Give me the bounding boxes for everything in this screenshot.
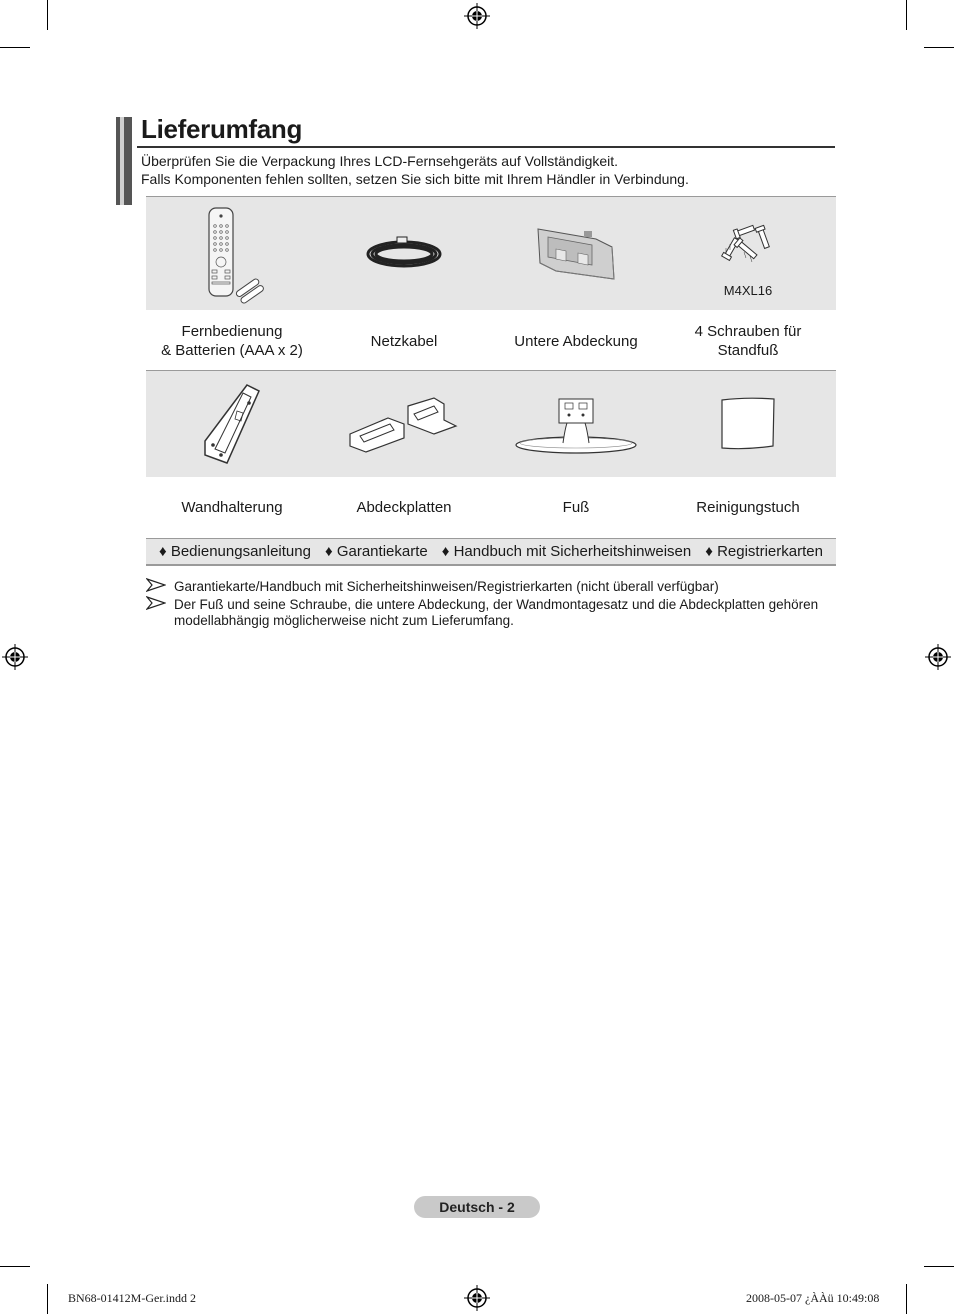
cleaning-cloth-icon xyxy=(662,378,834,470)
item-label-screws: 4 Schrauben für Standfuß xyxy=(694,323,802,359)
item-label-cover-plates: Abdeckplatten xyxy=(356,499,452,516)
item-label-power-cable: Netzkabel xyxy=(370,333,438,350)
heading-bar xyxy=(116,117,132,205)
bottom-cover-icon xyxy=(490,203,662,305)
power-cable-icon xyxy=(318,203,490,305)
item-label-wall-mount: Wandhalterung xyxy=(181,499,283,516)
extra-item: ♦ Garantiekarte xyxy=(325,543,428,560)
registration-mark-icon xyxy=(2,644,28,670)
extra-item: ♦ Registrierkarten xyxy=(705,543,823,560)
wall-mount-icon xyxy=(146,378,318,470)
extras-list xyxy=(146,538,836,566)
file-slug: BN68-01412M-Ger.indd 2 xyxy=(68,1291,196,1305)
heading-bar-highlight xyxy=(120,117,124,205)
cover-plates-icon xyxy=(318,378,490,470)
intro-line-2: Falls Komponenten fehlen sollten, setzen Sie sich bitte mit Ihrem Händler in Verbindung. xyxy=(141,171,689,187)
crop-mark xyxy=(0,47,30,48)
screw-size-label: M4XL16 xyxy=(723,283,773,298)
extra-item: ♦ Handbuch mit Sicherheitshinweisen xyxy=(441,543,692,560)
crop-mark xyxy=(47,0,48,30)
item-label-bottom-cover: Untere Abdeckung xyxy=(514,333,638,350)
page-number-badge: Deutsch - 2 xyxy=(414,1196,540,1218)
note-arrow-icon xyxy=(146,578,166,592)
registration-mark-icon xyxy=(925,644,951,670)
note-arrow-icon xyxy=(146,596,166,610)
title-rule xyxy=(137,146,835,148)
stand-icon xyxy=(490,378,662,470)
page-title: Lieferumfang xyxy=(141,114,303,144)
extra-item: ♦ Bedienungsanleitung xyxy=(159,543,311,560)
note-2: Der Fuß und seine Schraube, die untere Abdeckung, der Wandmontagesatz und die Abdeckplatten gehören modellabhängig möglicherweise nicht zum Lieferumfang. xyxy=(146,597,846,629)
intro-line-1: Überprüfen Sie die Verpackung Ihres LCD-Fernsehgeräts auf Vollständigkeit. xyxy=(141,153,619,169)
screws-icon xyxy=(662,203,834,283)
crop-mark xyxy=(0,1266,30,1267)
timestamp-slug: 2008-05-07 ¿ÀÀü 10:49:08 xyxy=(746,1291,880,1305)
item-label-cleaning-cloth: Reinigungstuch xyxy=(696,499,800,516)
note-1: Garantiekarte/Handbuch mit Sicherheitshinweisen/Registrierkarten (nicht überall verfügbar) xyxy=(146,579,846,595)
crop-mark xyxy=(906,1284,907,1314)
crop-mark xyxy=(924,47,954,48)
crop-mark xyxy=(906,0,907,30)
registration-mark-icon xyxy=(464,1285,490,1311)
item-label-stand: Fuß xyxy=(562,499,590,516)
remote-control-icon xyxy=(146,203,318,305)
crop-mark xyxy=(924,1266,954,1267)
intro-text xyxy=(141,152,841,188)
item-label-remote: Fernbedienung & Batterien (AAA x 2) xyxy=(161,323,303,359)
registration-mark-icon xyxy=(464,3,490,29)
crop-mark xyxy=(47,1284,48,1314)
